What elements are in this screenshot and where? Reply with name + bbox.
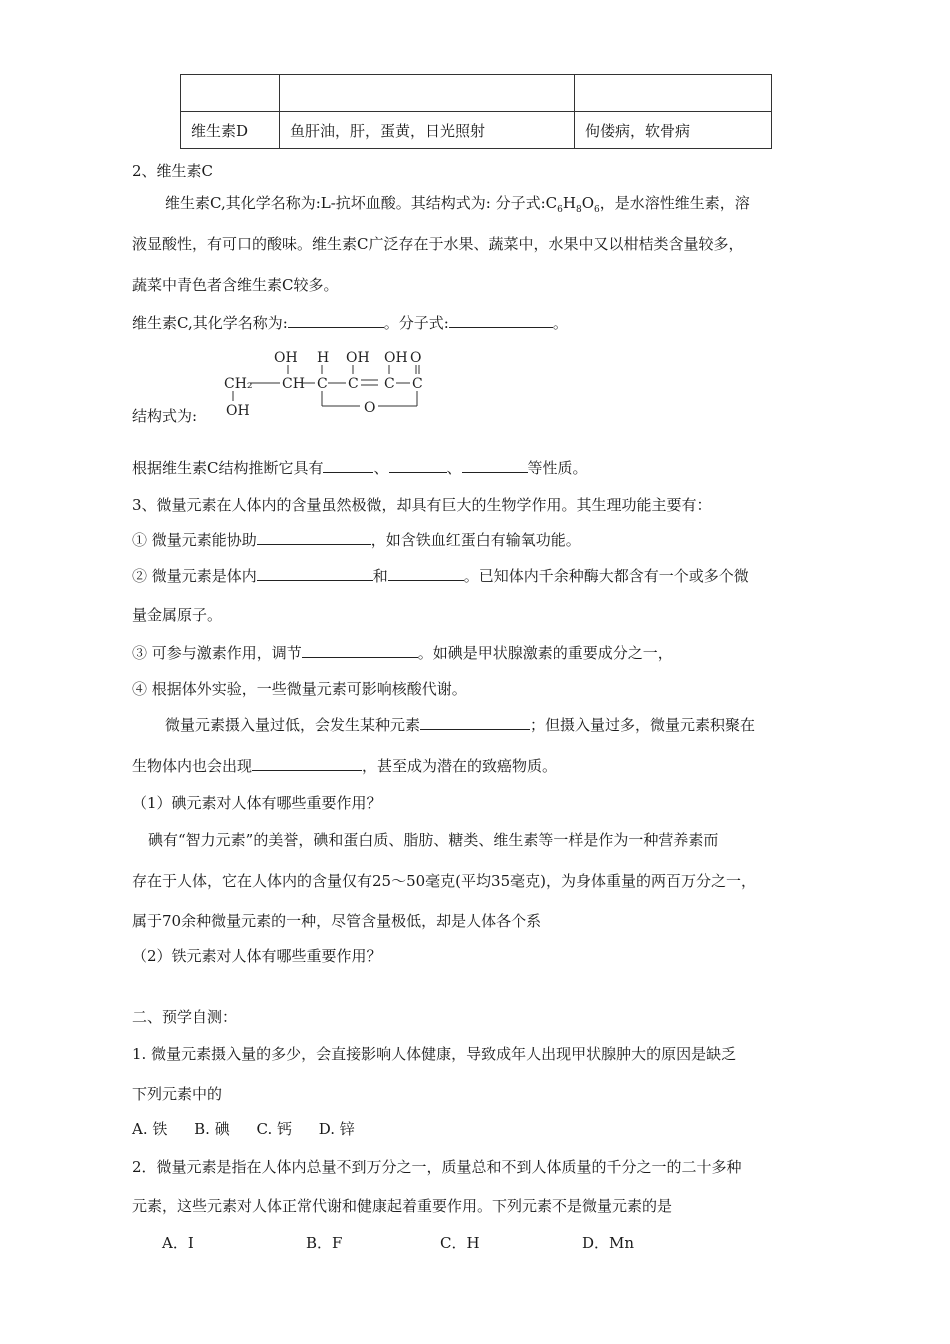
- answer-blank[interactable]: [252, 756, 362, 771]
- subquestion-iodine: （1）碘元素对人体有哪些重要作用？: [132, 794, 382, 812]
- formula-top-label: O: [410, 350, 422, 366]
- text: ，是水溶性维生素，溶: [599, 194, 750, 212]
- formula-atom: C: [317, 376, 328, 392]
- table-cell: 佝偻病，软骨病: [575, 112, 772, 149]
- vitamin-table: [180, 74, 772, 149]
- subquestion-iron: （2）铁元素对人体有哪些重要作用？: [132, 947, 382, 965]
- table-row: [181, 75, 772, 112]
- text: 生物体内也会出现: [132, 757, 253, 775]
- paragraph-line: 属于70余种微量元素的一种，尽管含量极低，却是人体各个系: [132, 912, 542, 930]
- answer-blank[interactable]: [462, 458, 528, 473]
- answer-blank[interactable]: [257, 530, 371, 545]
- text: ，甚至成为潜在的致癌物质。: [362, 757, 558, 775]
- formula-top-label: OH: [384, 350, 408, 366]
- text: 微量元素摄入量过低，会发生某种元素: [165, 716, 421, 734]
- formula-atom: CH₂: [224, 376, 253, 392]
- table-cell: [575, 75, 772, 112]
- answer-blank[interactable]: [302, 643, 418, 658]
- formula-ring-oxygen: O: [364, 400, 376, 416]
- answer-blank[interactable]: [449, 313, 553, 328]
- answer-blank[interactable]: [389, 458, 447, 473]
- answer-blank[interactable]: [388, 566, 464, 581]
- fill-in-question: [132, 312, 568, 333]
- text: ③ 可参与激素作用，调节: [132, 644, 302, 662]
- paragraph-line: 量金属原子。: [132, 606, 223, 624]
- text: H: [562, 194, 576, 212]
- question-2: 2．微量元素是指在人体内总量不到万分之一，质量总和不到人体质量的千分之一的二十多种: [132, 1158, 742, 1176]
- text: 等性质。: [527, 459, 588, 477]
- option-b[interactable]: B. 碘: [194, 1120, 230, 1138]
- fill-in-question: [132, 642, 673, 663]
- text: ② 微量元素是体内: [132, 567, 257, 585]
- formula-atom: C: [384, 376, 395, 392]
- text: ① 微量元素能协助: [132, 531, 257, 549]
- table-cell: [181, 75, 280, 112]
- answer-blank[interactable]: [420, 715, 530, 730]
- text: 和: [372, 567, 388, 585]
- fill-in-question: [132, 529, 581, 550]
- section-heading-trace-elements: 3、微量元素在人体内的含量虽然极微，却具有巨大的生物学作用。其生理功能主要有：: [132, 496, 712, 514]
- text: 维生素C,其化学名称为:: [132, 314, 288, 332]
- question-1-continued: 下列元素中的: [132, 1085, 223, 1103]
- paragraph-line: 存在于人体，它在人体内的含量仅有25～50毫克(平均35毫克)，为身体重量的两百万分之一，: [132, 872, 756, 890]
- formula-atom: C: [348, 376, 359, 392]
- answer-blank[interactable]: [323, 458, 373, 473]
- paragraph-line: 液显酸性，有可口的酸味。维生素C广泛存在于水果、蔬菜中，水果中又以柑桔类含量较多，: [132, 235, 744, 253]
- subscript: 6: [557, 205, 563, 215]
- question-1: 1. 微量元素摄入量的多少，会直接影响人体健康，导致成年人出现甲状腺肿大的原因是缺乏: [132, 1045, 737, 1063]
- section-heading-self-test: 二、预学自测：: [132, 1008, 238, 1026]
- formula-bottom-label: OH: [226, 403, 250, 419]
- fill-in-question: [132, 457, 588, 478]
- subscript: 8: [575, 205, 582, 215]
- paragraph-line: ④ 根据体外实验，一些微量元素可影响核酸代谢。: [132, 680, 467, 698]
- text: 。分子式:: [383, 314, 449, 332]
- formula-atom: CH: [282, 376, 305, 392]
- text: 根据维生素C结构推断它具有: [132, 459, 324, 477]
- paragraph-line: 蔬菜中青色者含维生素C较多。: [132, 276, 339, 294]
- structure-label: 结构式为:: [132, 407, 198, 425]
- table-cell: 鱼肝油，肝，蛋黄，日光照射: [280, 112, 575, 149]
- table-row: [181, 112, 772, 149]
- paragraph-line: [165, 192, 750, 215]
- formula-top-label: H: [317, 350, 330, 366]
- subscript: 6: [594, 205, 600, 215]
- text: ；但摄入量过多，微量元素积聚在: [530, 716, 756, 734]
- question-2-continued: 元素，这些元素对人体正常代谢和健康起着重要作用。下列元素不是微量元素的是: [132, 1197, 673, 1215]
- question-2-options: [162, 1232, 634, 1253]
- table-cell: [280, 75, 575, 112]
- fill-in-question: [132, 565, 749, 586]
- option-c[interactable]: C. 钙: [256, 1120, 292, 1138]
- option-b[interactable]: B．F: [306, 1234, 343, 1252]
- text: 。: [552, 314, 568, 332]
- text: 。已知体内千余种酶大都含有一个或多个微: [463, 567, 749, 585]
- formula-top-label: OH: [346, 350, 370, 366]
- vitamin-c-structural-formula: [218, 344, 438, 420]
- text: 。如碘是甲状腺激素的重要成分之一，: [417, 644, 673, 662]
- section-heading-vitamin-c: 2、维生素C: [132, 162, 214, 180]
- fill-in-question: [132, 755, 557, 776]
- answer-blank[interactable]: [257, 566, 373, 581]
- option-a[interactable]: A．I: [162, 1234, 194, 1252]
- formula-top-label: OH: [274, 350, 298, 366]
- table-cell: 维生素D: [181, 112, 280, 149]
- option-c[interactable]: C．H: [440, 1234, 480, 1252]
- question-1-options: [132, 1118, 355, 1139]
- text: 、: [373, 459, 389, 477]
- text: 维生素C,其化学名称为:L-抗坏血酸。其结构式为: 分子式:C: [165, 194, 558, 212]
- fill-in-question: [165, 714, 755, 735]
- option-d[interactable]: D．Mn: [582, 1234, 635, 1252]
- paragraph-line: 碘有“智力元素”的美誉，碘和蛋白质、脂肪、糖类、维生素等一样是作为一种营养素而: [148, 831, 719, 849]
- text: ，如含铁血红蛋白有输氧功能。: [370, 531, 581, 549]
- option-a[interactable]: A. 铁: [132, 1120, 168, 1138]
- option-d[interactable]: D. 锌: [318, 1120, 355, 1138]
- answer-blank[interactable]: [288, 313, 384, 328]
- text: 、: [446, 459, 462, 477]
- formula-atom: C: [412, 376, 423, 392]
- text: O: [581, 194, 595, 212]
